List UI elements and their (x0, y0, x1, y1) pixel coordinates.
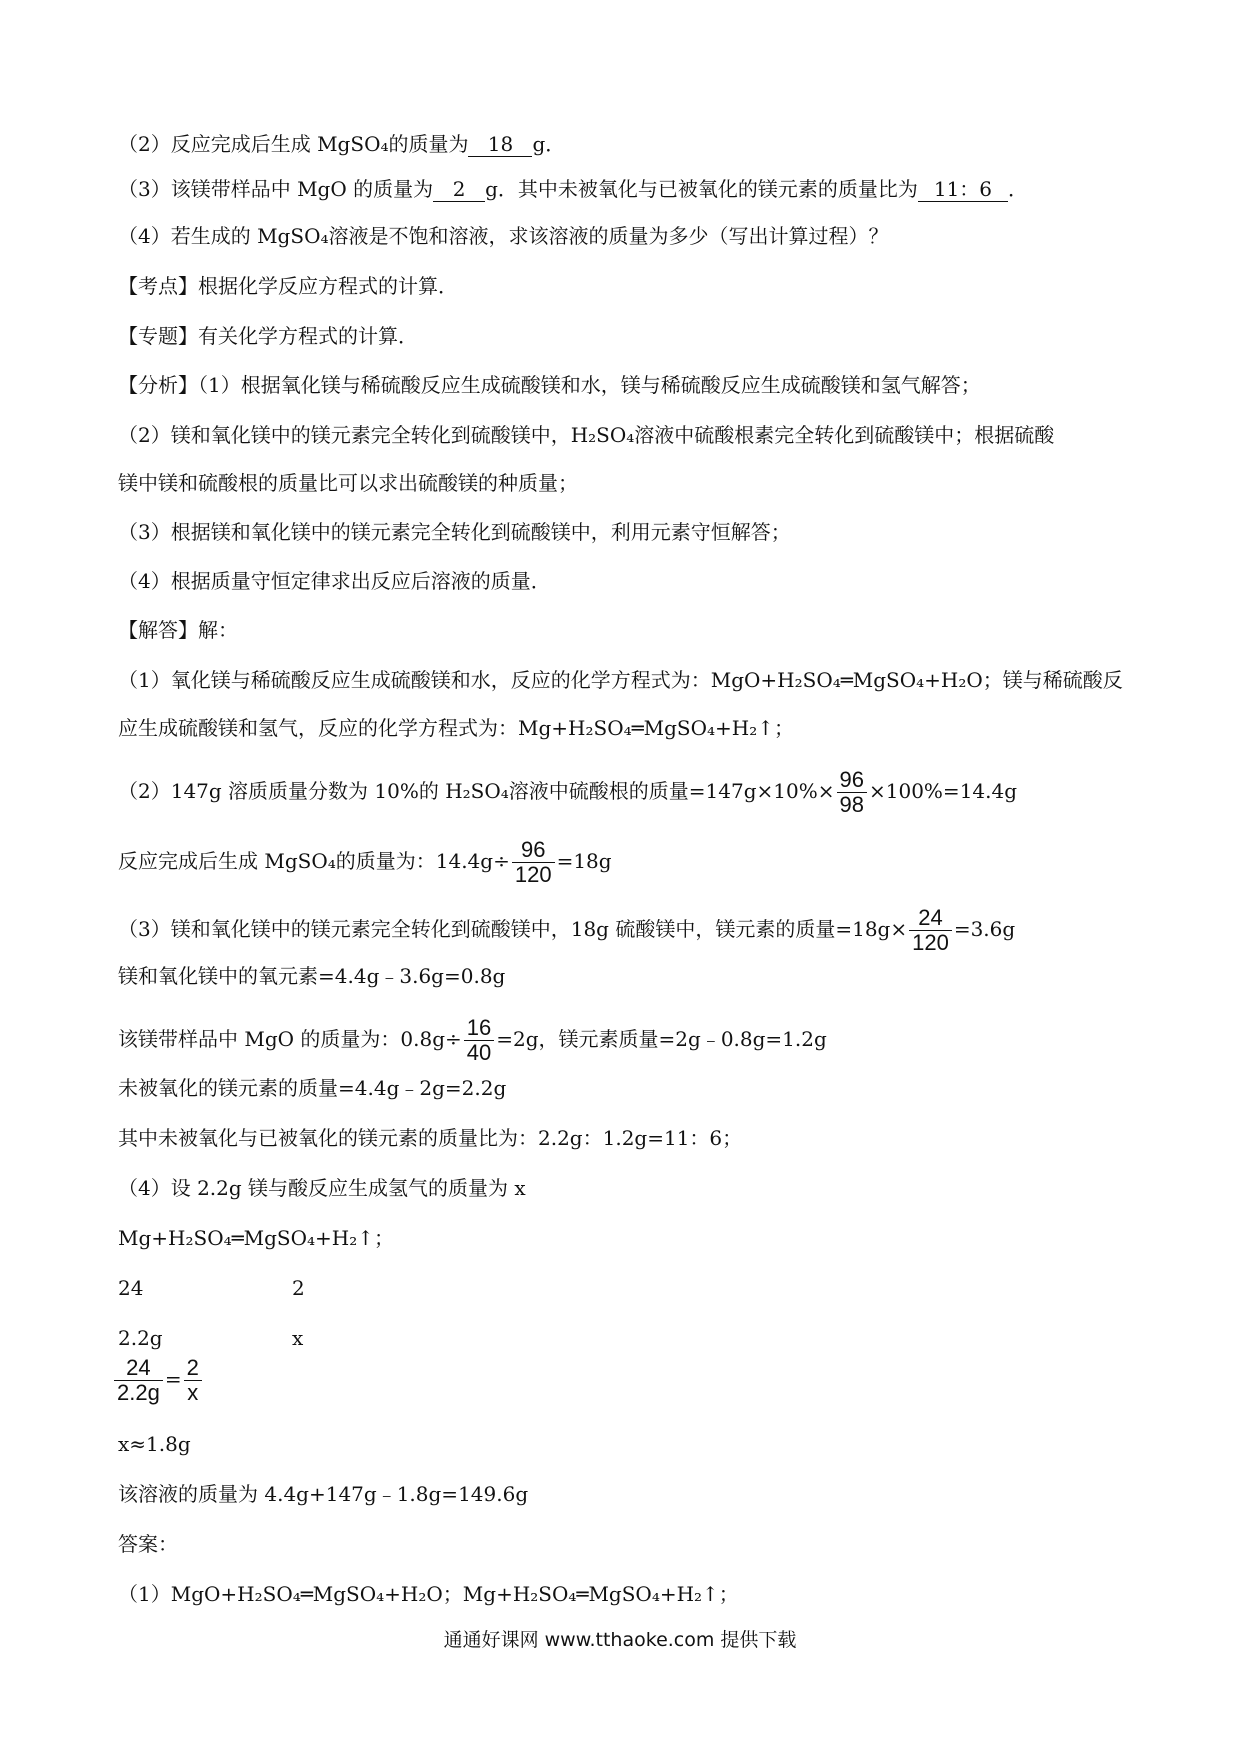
fraction: $\frac{24}{120}$ (909, 906, 952, 955)
fraction: $\frac{96}{98}$ (837, 768, 867, 817)
fraction: $\frac{24}{2.2g}$ (114, 1356, 163, 1405)
fenxi-line-1: 【分析】（1）根据氧化镁与稀硫酸反应生成硫酸镁和水，镁与稀硫酸反应生成硫酸镁和氢气解答； (118, 373, 981, 397)
calc-row-1-right: 2 (292, 1276, 305, 1300)
question-2: （2）反应完成后生成 MgSO₄的质量为 18 g． (118, 132, 566, 156)
jieda-p2-line-2: 反应完成后生成 MgSO₄的质量为：14.4g÷ $\frac{96}{120}$ =18g (118, 837, 612, 887)
jieda-p4-line-1: （4）设 2.2g 镁与酸反应生成氢气的质量为 x (118, 1176, 526, 1200)
jieda-p4-solution-mass: 该溶液的质量为 4.4g+147g﹣1.8g=149.6g (118, 1482, 529, 1506)
jieda-p3-line-4: 未被氧化的镁元素的质量=4.4g﹣2g=2.2g (118, 1076, 507, 1100)
fraction: $\frac{16}{40}$ (464, 1016, 494, 1065)
daan-head: 答案： (118, 1532, 178, 1556)
kaodian: 【考点】根据化学反应方程式的计算． (118, 274, 458, 298)
calc-row-2-right: x (292, 1326, 304, 1350)
answer-blank-3b: 11：6 (918, 177, 1008, 202)
jieda-p1-line-1: （1）氧化镁与稀硫酸反应生成硫酸镁和水，反应的化学方程式为：MgO+H₂SO₄═MgSO₄+H₂O；镁与稀硫酸反 (118, 668, 1123, 692)
jieda-p4-equation: Mg+H₂SO₄═MgSO₄+H₂↑； (118, 1226, 395, 1250)
answer-blank-2: 18 (468, 132, 532, 157)
fenxi-line-3: 镁中镁和硫酸根的质量比可以求出硫酸镁的种质量； (118, 471, 578, 495)
jieda-p3-line-2: 镁和氧化镁中的氧元素=4.4g﹣3.6g=0.8g (118, 964, 506, 988)
jieda-p3-line-1: （3）镁和氧化镁中的镁元素完全转化到硫酸镁中，18g 硫酸镁中，镁元素的质量=18g× $\frac{24}{120}$ =3.6g (118, 905, 1016, 955)
jieda-p4-result: x≈1.8g (118, 1432, 191, 1456)
fenxi-line-4: （3）根据镁和氧化镁中的镁元素完全转化到硫酸镁中，利用元素守恒解答； (118, 520, 791, 544)
fraction: $\frac{96}{120}$ (512, 838, 555, 887)
calc-row-2-left: 2.2g (118, 1326, 163, 1350)
daan-line-1: （1）MgO+H₂SO₄═MgSO₄+H₂O；Mg+H₂SO₄═MgSO₄+H₂↑； (118, 1582, 739, 1606)
fraction: $\frac{2}{x}$ (184, 1356, 202, 1405)
fenxi-line-5: （4）根据质量守恒定律求出反应后溶液的质量． (118, 569, 551, 593)
jieda-p3-line-3: 该镁带样品中 MgO 的质量为：0.8g÷ $\frac{16}{40}$ =2g，镁元素质量=2g﹣0.8g=1.2g (118, 1015, 827, 1065)
zhuanti: 【专题】有关化学方程式的计算． (118, 324, 418, 348)
jieda-p1-line-2: 应生成硫酸镁和氢气，反应的化学方程式为：Mg+H₂SO₄═MgSO₄+H₂↑； (118, 716, 795, 740)
calc-row-1-left: 24 (118, 1276, 144, 1300)
answer-blank-3a: 2 (433, 177, 485, 202)
ratio-equation: $\frac{24}{2.2g}$ = $\frac{2}{x}$ (112, 1356, 204, 1405)
fenxi-line-2: （2）镁和氧化镁中的镁元素完全转化到硫酸镁中，H₂SO₄溶液中硫酸根素完全转化到硫酸镁中；根据硫酸 (118, 423, 1055, 447)
jieda-p3-line-5: 其中未被氧化与已被氧化的镁元素的质量比为：2.2g：1.2g=11：6； (118, 1126, 743, 1150)
jieda-head: 【解答】解： (118, 618, 238, 642)
jieda-p2-line-1: （2）147g 溶质质量分数为 10%的 H₂SO₄溶液中硫酸根的质量=147g×10%× $\frac{96}{98}$ ×100%=14.4g (118, 767, 1018, 817)
question-4: （4）若生成的 MgSO₄溶液是不饱和溶液，求该溶液的质量为多少（写出计算过程）？ (118, 224, 889, 248)
question-3: （3）该镁带样品中 MgO 的质量为 2 g．其中未被氧化与已被氧化的镁元素的质量比为 11：6 ． (118, 177, 1028, 201)
page-footer: 通通好课网 www.tthaoke.com 提供下载 (443, 1629, 797, 1651)
